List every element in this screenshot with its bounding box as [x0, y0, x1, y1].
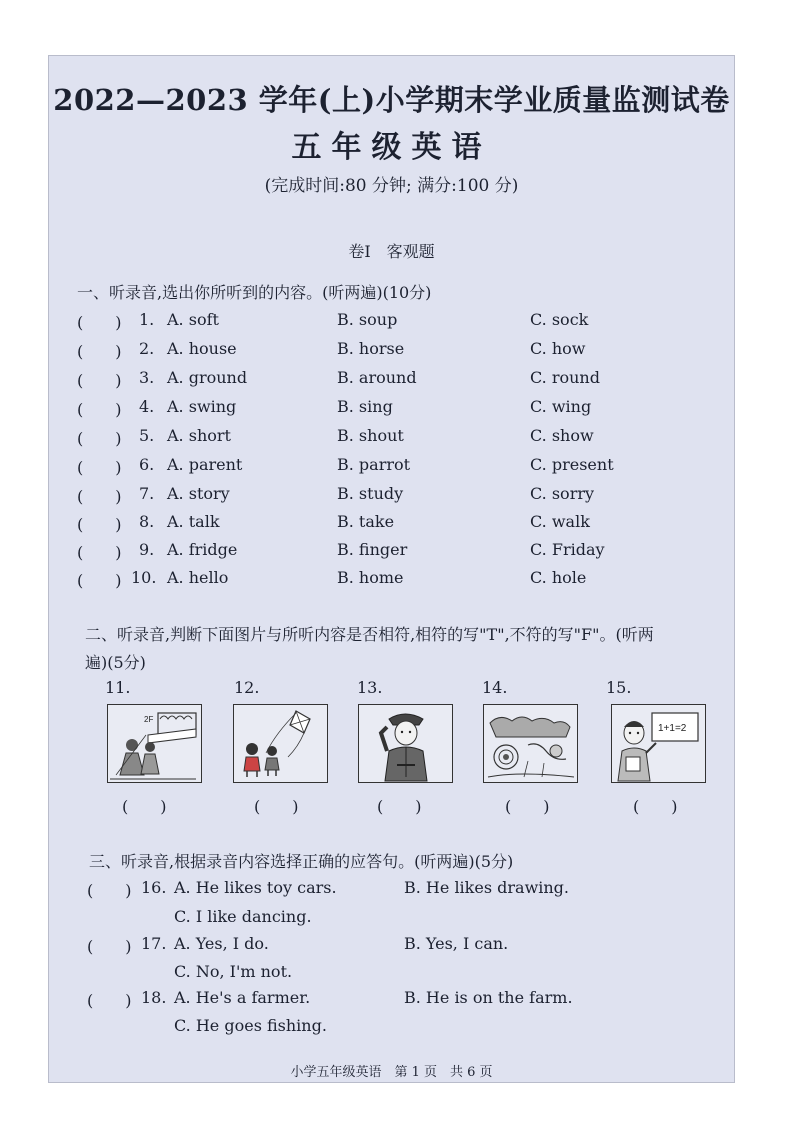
- option-a: A. story: [167, 484, 230, 503]
- floor-label: 2F: [144, 715, 154, 724]
- option-b: B. sing: [337, 397, 393, 416]
- question-number: 6.: [139, 455, 155, 474]
- answer-bracket[interactable]: ( ): [122, 797, 167, 816]
- option-b: B. shout: [337, 426, 404, 445]
- exam-title: 2022—2023 学年(上)小学期末学业质量监测试卷: [53, 83, 730, 117]
- option-b: B. around: [337, 368, 417, 387]
- section2-heading: 二、听录音,判断下面图片与所听内容是否相符,相符的写"T",不符的写"F"。(听两: [85, 625, 654, 644]
- exam-subtitle: 五年级英语: [291, 130, 492, 165]
- picture-number: 11.: [105, 678, 131, 697]
- question-number: 3.: [139, 368, 155, 387]
- teacher-blackboard-picture: [611, 704, 706, 783]
- part-label: 卷Ⅰ 客观题: [348, 242, 435, 261]
- option-b: B. finger: [337, 540, 408, 559]
- option-a: A. ground: [167, 368, 248, 387]
- answer-bracket[interactable]: ( ): [77, 487, 122, 506]
- option-b: B. parrot: [337, 455, 411, 474]
- option-a: A. Yes, I do.: [174, 934, 269, 953]
- picture-number: 13.: [357, 678, 383, 697]
- page-footer: 小学五年级英语 第 1 页 共 6 页: [290, 1065, 493, 1080]
- question-number: 1.: [139, 310, 155, 329]
- answer-bracket[interactable]: ( ): [633, 797, 678, 816]
- option-b: B. horse: [337, 339, 405, 358]
- question-number: 7.: [139, 484, 155, 503]
- answer-bracket[interactable]: ( ): [87, 937, 132, 956]
- option-c: C. present: [530, 455, 614, 474]
- option-a: A. soft: [167, 310, 219, 329]
- question-number: 2.: [139, 339, 155, 358]
- option-b: B. He is on the farm.: [404, 988, 573, 1007]
- answer-bracket[interactable]: ( ): [77, 371, 122, 390]
- option-b: B. He likes drawing.: [404, 878, 570, 897]
- option-c: C. I like dancing.: [174, 907, 312, 926]
- question-number: 17.: [141, 934, 167, 953]
- answer-bracket[interactable]: ( ): [77, 313, 122, 332]
- option-c: C. show: [530, 426, 594, 445]
- answer-bracket[interactable]: ( ): [77, 429, 122, 448]
- answer-bracket[interactable]: ( ): [77, 571, 122, 590]
- option-c: C. sorry: [530, 484, 595, 503]
- option-c: C. Friday: [530, 540, 605, 559]
- question-number: 9.: [139, 540, 155, 559]
- answer-bracket[interactable]: ( ): [77, 543, 122, 562]
- section3-heading: 三、听录音,根据录音内容选择正确的应答句。(听两遍)(5分): [89, 852, 514, 871]
- option-c: C. round: [530, 368, 600, 387]
- answer-bracket[interactable]: ( ): [87, 881, 132, 900]
- time-info: (完成时间:80 分钟; 满分:100 分): [264, 176, 519, 196]
- question-number: 10.: [131, 568, 157, 587]
- picture-number: 12.: [234, 678, 260, 697]
- option-c: C. walk: [530, 512, 590, 531]
- option-c: C. hole: [530, 568, 587, 587]
- answer-bracket[interactable]: ( ): [505, 797, 550, 816]
- option-c: C. how: [530, 339, 586, 358]
- option-a: A. house: [167, 339, 237, 358]
- picture-number: 14.: [482, 678, 508, 697]
- answer-bracket[interactable]: ( ): [254, 797, 299, 816]
- question-number: 4.: [139, 397, 155, 416]
- picture-number: 15.: [606, 678, 632, 697]
- option-b: B. take: [337, 512, 395, 531]
- option-b: B. study: [337, 484, 404, 503]
- exam-paper: [48, 55, 735, 1083]
- section1-heading: 一、听录音,选出你所听到的内容。(听两遍)(10分): [77, 283, 432, 302]
- blackboard-text: 1+1=2: [658, 723, 687, 734]
- option-a: A. He's a farmer.: [174, 988, 311, 1007]
- option-c: C. wing: [530, 397, 592, 416]
- option-a: A. He likes toy cars.: [174, 878, 337, 897]
- answer-bracket[interactable]: ( ): [377, 797, 422, 816]
- question-number: 18.: [141, 988, 167, 1007]
- question-number: 16.: [141, 878, 167, 897]
- answer-bracket[interactable]: ( ): [77, 515, 122, 534]
- option-a: A. fridge: [167, 540, 238, 559]
- section2-heading-cont: 遍)(5分): [85, 653, 146, 672]
- question-number: 8.: [139, 512, 155, 531]
- option-a: A. parent: [167, 455, 243, 474]
- option-c: C. He goes fishing.: [174, 1016, 327, 1035]
- police-officer-picture: [358, 704, 453, 783]
- option-a: A. swing: [167, 397, 237, 416]
- option-b: B. soup: [337, 310, 398, 329]
- option-c: C. sock: [530, 310, 589, 329]
- question-number: 5.: [139, 426, 155, 445]
- answer-bracket[interactable]: ( ): [77, 458, 122, 477]
- answer-bracket[interactable]: ( ): [87, 991, 132, 1010]
- option-a: A. talk: [167, 512, 220, 531]
- answer-bracket[interactable]: ( ): [77, 400, 122, 419]
- park-slide-picture: [483, 704, 578, 783]
- option-b: B. home: [337, 568, 404, 587]
- option-a: A. hello: [167, 568, 229, 587]
- building-kids-picture: [107, 704, 202, 783]
- answer-bracket[interactable]: ( ): [77, 342, 122, 361]
- option-a: A. short: [167, 426, 231, 445]
- option-b: B. Yes, I can.: [404, 934, 509, 953]
- option-c: C. No, I'm not.: [174, 962, 293, 981]
- kite-kids-picture: [233, 704, 328, 783]
